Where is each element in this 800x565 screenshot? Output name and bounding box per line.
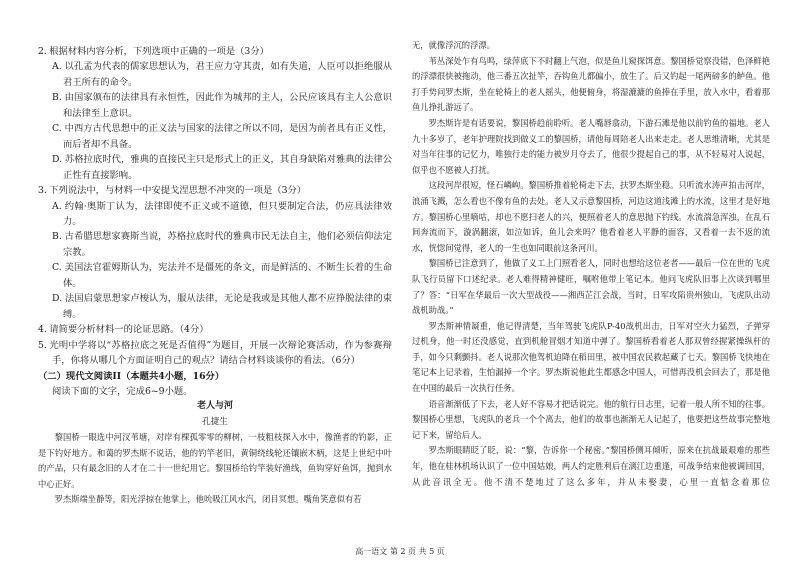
question-number: 3. bbox=[38, 185, 47, 197]
option-label: C. bbox=[52, 262, 62, 274]
option-text: 古希腊思想家赛斯当说，苏格拉底时代的雅典市民无法自主，他们必须信仰法定宗教。 bbox=[63, 231, 392, 258]
question-3 bbox=[38, 183, 392, 322]
question-stem bbox=[38, 44, 392, 59]
question-text: 请简要分析材料一的论证思路。（4分） bbox=[49, 324, 209, 336]
option-text: 美国法官霍姆斯认为，宪法并不是僵死的条文，而是鲜活的、不断生长着的生命体。 bbox=[63, 262, 392, 289]
option-label: D. bbox=[52, 154, 63, 166]
right-column bbox=[412, 38, 770, 538]
option-text: 苏格拉底时代，雅典的直接民主只是形式上的正义，其自身缺陷对雅典的法律公正性有直接影响。 bbox=[63, 154, 392, 181]
question-text: 光明中学将以“苏格拉底之死是否值得”为题目，开展一次辩论赛活动，作为参赛辩手，你将从哪几个方面证明自己的观点？请结合材料谈谈你的看法。（6分） bbox=[49, 339, 392, 367]
option-text: 中西方古代思想中的正义法与国家的法律之所以不同，是因为前者具有正义性，而后者却不具备。 bbox=[63, 123, 392, 150]
option-text: 以孔孟为代表的儒家思想认为，君王应力守其责，如有失道，人臣可以拒绝服从君王所有的命令。 bbox=[63, 61, 392, 88]
story-title: 老人与河 bbox=[196, 401, 233, 412]
question-number: 5. bbox=[38, 339, 47, 351]
section-heading: （二）现代文阅读II（本题共4小题，16分） bbox=[38, 370, 225, 382]
story-paragraph: 黎国桥已注意到了，他做了义工上门照看老人，同时也想给这位老者——最后一位在世的飞虎队飞行员留下口述纪录。老人难得精神健旺，嘱咐他带上笔记本。他问飞虎队旧事上次谈到哪里了？答：“日军在华最后一次大型战役——湘西芷江会战，当时，日军攻陷贵州独山，飞虎队出动战机助战。” bbox=[412, 258, 770, 316]
option-text: 法国启蒙思想家卢梭认为，服从法律，无论是我或是其他人都不应挣脱法律的束缚。 bbox=[63, 293, 392, 320]
story-paragraph: 罗杰斯端坐静等，阳光浮掠在他掌上，他吮吸江风水汽，闭目冥想。嘴角笑意似有若 bbox=[54, 494, 362, 505]
story-paragraph: 罗杰斯许是有话要说，黎国桥趋前聆听。老人嘴唇翕动，下游石滩是他以前钓鱼的福地。老人九十多岁了，老年护理院找到做义工的黎国桥，请他每周陪老人出来走走。老人思维清晰，尤其是对当年往事的记忆力，唯独行走的能力被岁月夺去了，他很少提起自己的事，从不轻易对人说起，似乎也不愿被人打扰。 bbox=[412, 117, 770, 175]
question-text: 下列说法中，与材料一中安提戈涅思想不冲突的一项是（3分） bbox=[49, 185, 307, 197]
option-label: A. bbox=[52, 61, 62, 73]
option-c bbox=[38, 121, 392, 152]
question-stem bbox=[38, 338, 392, 369]
question-text: 根据材料内容分析，下列选项中正确的一项是（3分） bbox=[49, 46, 269, 57]
option-a bbox=[38, 59, 392, 90]
option-label: B. bbox=[52, 92, 62, 104]
question-number: 4. bbox=[38, 324, 47, 336]
question-5 bbox=[38, 338, 392, 369]
question-4 bbox=[38, 322, 392, 337]
question-stem bbox=[38, 322, 392, 337]
story-paragraph: 语音渐渐低了下去，老人好不容易才把话说完。他的航行日志里，记着一般人所不知的往事。黎国桥心里想，飞虎队的老兵一个个离去，他们的故事也渐渐无人记起了，他要把这些故事完整地记下来，留给后人。 bbox=[412, 398, 770, 440]
option-b bbox=[38, 90, 392, 121]
story-paragraph-continued: 无，就像浮沉的浮漂。 bbox=[412, 40, 495, 50]
story-author: 孔捷生 bbox=[202, 416, 228, 427]
option-label: D. bbox=[52, 293, 63, 305]
option-c bbox=[38, 260, 392, 291]
story bbox=[38, 399, 392, 507]
story-paragraph: 这段河岸很短，怪石嶙峋。黎国桥推着轮椅走下去，扶罗杰斯坐稳。只听流水涛声拍击河岸，浪涌飞溅，怎么看也不像有鱼的去处。老人又示意黎国桥，河边这道浅滩上的水流，这里才是好地方。黎国桥心里嘀咕，却也不愿扫老人的兴，便照着老人的意思抛下钓线。水流湍急浑浊，在乱石间奔流而下，漩涡翻滚，如泣如诉，鱼儿会来吗？他看着老人平静的面容，又看着一去不返的流水，恍惚间觉得，老人的一生也如同眼前这条河川。 bbox=[412, 180, 770, 253]
story-paragraph: 苇丛深处乍有鸟鸣，绿萍底下不时翻上气泡，似是鱼儿窥探饵意。黎国桥觉察没错，色泽鲜艳的浮漂很快被拖动，他三番五次扯竿，吞钩鱼儿都偏小，放生了。后又钓起一尾两磅多的鲈鱼。他打手势问罗杰斯，坐在轮椅上的老人摇头，他便俯身，将湿漉漉的鱼捧在手里，放入水中，看着那鱼儿挣扎游远了。 bbox=[412, 55, 770, 113]
left-column bbox=[38, 44, 392, 544]
option-a bbox=[38, 199, 392, 230]
option-b bbox=[38, 229, 392, 260]
option-d bbox=[38, 291, 392, 322]
option-label: A. bbox=[52, 200, 62, 212]
option-label: C. bbox=[52, 123, 62, 135]
reading-section bbox=[38, 369, 392, 400]
story-paragraph: 黎国桥一眼选中河汊苇塘，对岸有棵孤零零的柳树，一枝粗枝探入水中，像渔者的钓影，正是下钓好地方。和蔼的罗杰斯不说话，他的钓竿老旧，黄铜绕线轮还镶嵌木柄，这是上世纪中叶的产品，只有最念旧的人才在二十一世纪用它。黎国桥给钓竿装好渔线，鱼钩穿好鱼饵，抛到水中心正好。 bbox=[38, 432, 392, 489]
option-label: B. bbox=[52, 231, 62, 243]
story-paragraph: 罗杰斯眼睛眨了眨，说：“黎，告诉你一个秘密。”黎国桥侧耳倾听，原来在抗战最艰难的那些年，他在桂林机场认识了一位中国姑娘，两人约定胜利后在漓江边重逢，可战争结束他被调回国，从此音讯全无。他不清不楚地过了这么多年，并从未娶妻，心里一直惦念着那位 bbox=[412, 445, 770, 487]
story-paragraph: 罗杰斯神情凝重，他记得清楚，当年驾驶飞虎队P-40战机出击，日军对空火力猛烈，子弹穿过机身，他一时还没感觉，直到机舱冒烟才知道中弹了。黎国桥看着老人那双曾经握紧操纵杆的手，如今只剩颤抖。老人说那次他驾机迫降在稻田里，被中国农民救起藏了七天。黎国桥飞快地在笔记本上记录着，生怕漏掉一个字。罗杰斯说他此生都感念中国人，可惜再没机会回去了，那是他在中国的最后一次执行任务。 bbox=[412, 320, 770, 394]
option-d bbox=[38, 152, 392, 183]
question-number: 2. bbox=[38, 46, 47, 57]
question-stem bbox=[38, 183, 392, 198]
option-text: 由国家颁布的法律具有永恒性，因此作为城邦的主人，公民应该具有主人公意识和法律至上意识。 bbox=[63, 92, 392, 119]
page-footer: 高一语文 第 2 页 共 5 页 bbox=[355, 547, 445, 556]
option-text: 约翰·奥斯丁认为，法律即使不正义或不道德，但只要制定合法，仍应具法律效力。 bbox=[63, 200, 392, 227]
question-2 bbox=[38, 44, 392, 183]
section-instruction: 阅读下面的文字，完成6~9小题。 bbox=[52, 385, 193, 397]
